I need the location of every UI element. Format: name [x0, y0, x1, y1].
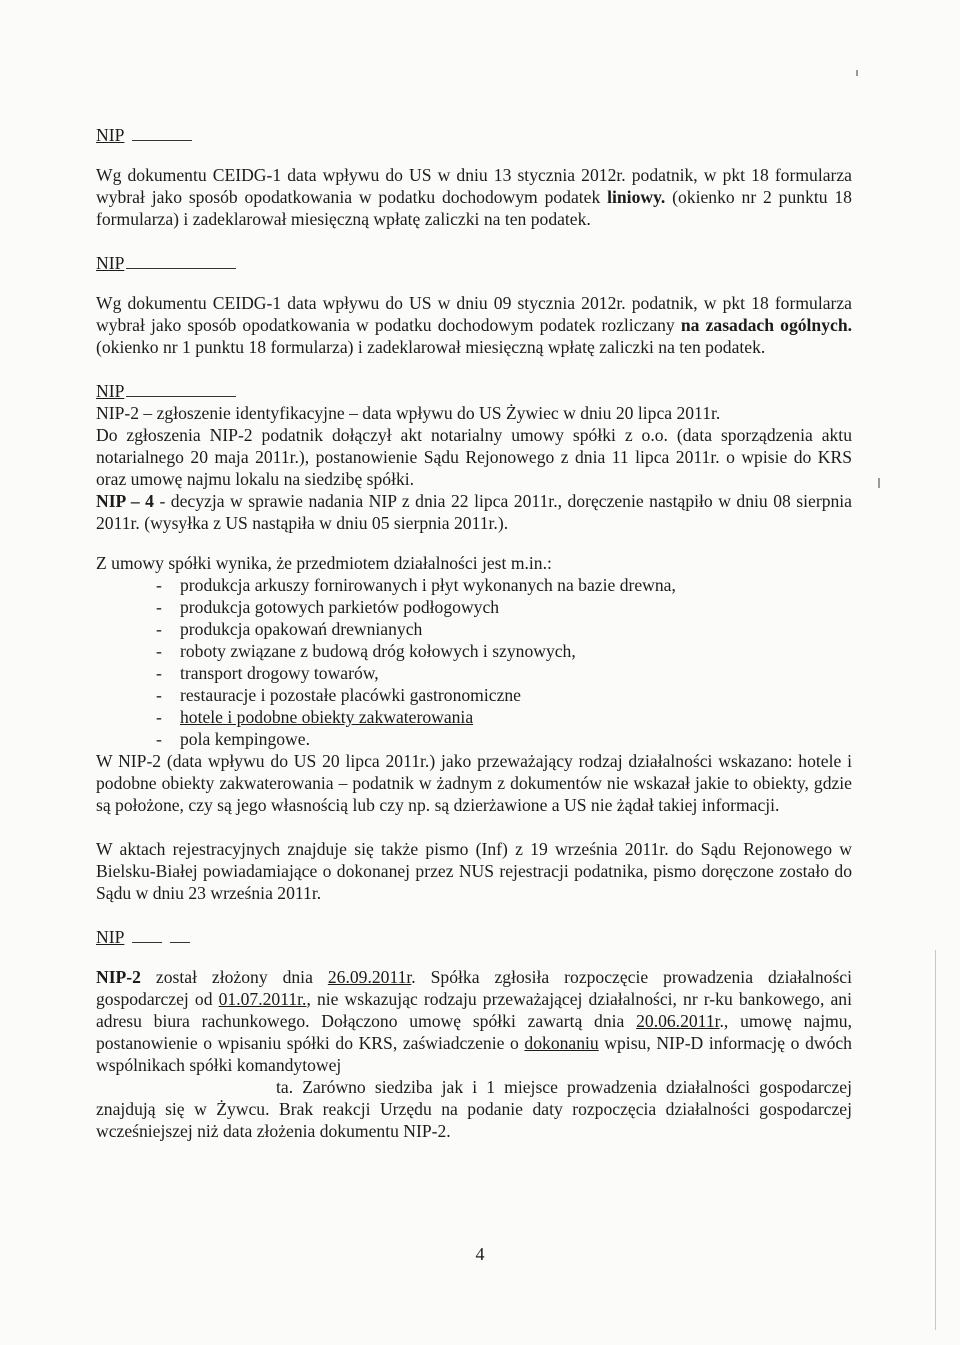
- paragraph-text: . Spółka zgłosiła rozpoczęcie prowadzenia działalności gospodarczej od: [96, 967, 852, 1009]
- bold-text: NIP – 4: [96, 491, 154, 511]
- paragraph-text: (okienko nr 1 punktu 18 formularza) i zadeklarował miesięczną wpłatę zaliczki na ten podatek.: [96, 337, 766, 357]
- date-text: 01.07.2011r.: [218, 989, 307, 1009]
- paragraph-text: ta. Zarówno siedziba jak i 1 miejsce prowadzenia działalności gospodarczej znajdują się w Żywcu. Brak reakcji Urzędu na podanie daty rozpoczęcia działalności gospodarczej wcześniejszej niż data złożenia dokumentu NIP-2.: [96, 1077, 852, 1141]
- list-item: - transport drogowy towarów,: [180, 662, 852, 684]
- underlined-text: dokonaniu: [524, 1033, 599, 1053]
- activity-list: [96, 574, 852, 750]
- nip-label: NIP: [96, 381, 125, 401]
- bold-text: liniowy.: [607, 187, 666, 207]
- paragraph-ceidg-2: [96, 292, 852, 358]
- nip-label: NIP: [96, 927, 125, 947]
- nip-heading-1: [96, 124, 852, 146]
- scan-speck: [878, 478, 880, 488]
- paragraph-ceidg-1: [96, 164, 852, 230]
- list-item: - hotele i podobne obiekty zakwaterowania: [180, 706, 852, 728]
- paragraph-text: został złożony dnia: [140, 967, 328, 987]
- paragraph-text: (okienko nr 2 punktu 18 formularza) i zadeklarował miesięczną wpłatę zaliczki na ten podatek.: [96, 187, 852, 229]
- nip-heading-2: [96, 252, 852, 274]
- paragraph-text: wpisu, NIP-D informację o dwóch wspólnikach spółki komandytowej: [96, 1033, 852, 1075]
- redaction-line: [126, 254, 236, 269]
- redaction-line: [132, 126, 192, 141]
- date-text: 26.09.2011r: [327, 967, 412, 987]
- list-item: - produkcja arkuszy fornirowanych i płyt wykonanych na bazie drewna,: [180, 574, 852, 596]
- scan-margin-line: [935, 950, 936, 1330]
- list-item: - produkcja opakowań drewnianych: [180, 618, 852, 640]
- nip-label: NIP: [96, 125, 125, 145]
- document-body: [96, 124, 852, 1142]
- nip-label: NIP: [96, 253, 125, 273]
- page-number: 4: [475, 1244, 485, 1264]
- redaction-line: [126, 382, 236, 397]
- list-item: - roboty związane z budową dróg kołowych i szynowych,: [180, 640, 852, 662]
- paragraph-nip2-filed: [96, 966, 852, 1142]
- list-item: - pola kempingowe.: [180, 728, 852, 750]
- nip2-attachments: Do zgłoszenia NIP-2 podatnik dołączył akt notarialny umowy spółki z o.o. (data sporządzenia aktu notarialnego 20 maja 2011r.), postanowienie Sądu Rejonowego z dnia 11 lipca 2011r. o wpisie do KRS oraz umowę najmu lokalu na siedzibę spółki.: [96, 425, 852, 489]
- bold-text: na zasadach ogólnych.: [680, 315, 853, 335]
- date-text: 20.06.2011r: [636, 1011, 720, 1031]
- bold-text: NIP-2: [96, 967, 141, 987]
- paragraph-text: Wg dokumentu CEIDG-1 data wpływu do US w dniu 09 stycznia 2012r. podatnik, w pkt 18 formularza wybrał jako sposób opodatkowania w podatku dochodowym podatek rozliczany: [96, 293, 852, 335]
- nip2-line: NIP-2 – zgłoszenie identyfikacyjne – data wpływu do US Żywiec w dniu 20 lipca 2011r.: [96, 403, 721, 423]
- paragraph-text: , nie wskazując rodzaju przeważającej działalności, nr r-ku bankowego, ani adresu biura rachunkowego. Dołączono umowę spółki zawartą dnia: [96, 989, 852, 1031]
- activity-intro: Z umowy spółki wynika, że przedmiotem działalności jest m.in.:: [96, 553, 552, 573]
- list-item: - produkcja gotowych parkietów podłogowych: [180, 596, 852, 618]
- paragraph-text: Wg dokumentu CEIDG-1 data wpływu do US w dniu 13 stycznia 2012r. podatnik, w pkt 18 formularza wybrał jako sposób opodatkowania w podatku dochodowym podatek: [96, 165, 852, 207]
- scan-speck: [856, 70, 858, 76]
- paragraph-text: ., umowę najmu, postanowienie o wpisaniu spółki do KRS, zaświadczenie o: [96, 1011, 852, 1053]
- redaction-line: [132, 928, 162, 943]
- paragraph-nip2-activity: W NIP-2 (data wpływu do US 20 lipca 2011r.) jako przeważający rodzaj działalności wskazano: hotele i podobne obiekty zakwaterowania – podatnik w żadnym z dokumentów nie wskazał jakie to obiekty, gdzie są położone, czy są jego własnością lub czy np. są dzierżawione a US nie żądał takiej informacji.: [96, 751, 852, 815]
- list-item: - restauracje i pozostałe placówki gastronomiczne: [180, 684, 852, 706]
- nip-heading-4: [96, 926, 852, 948]
- paragraph-text: - decyzja w sprawie nadania NIP z dnia 22 lipca 2011r., doręczenie nastąpiło w dniu 08 sierpnia 2011r. (wysyłka z US nastąpiła w dniu 05 sierpnia 2011r.).: [96, 491, 852, 533]
- nip-heading-3: [96, 380, 852, 402]
- nip4-line: [96, 490, 852, 534]
- redaction-line: [170, 928, 190, 943]
- paragraph-registration-files: W aktach rejestracyjnych znajduje się także pismo (Inf) z 19 września 2011r. do Sądu Rejonowego w Bielsku-Białej powiadamiające o dokonanej przez NUS rejestracji podatnika, pismo doręczone zostało do Sądu w dniu 23 września 2011r.: [96, 839, 852, 903]
